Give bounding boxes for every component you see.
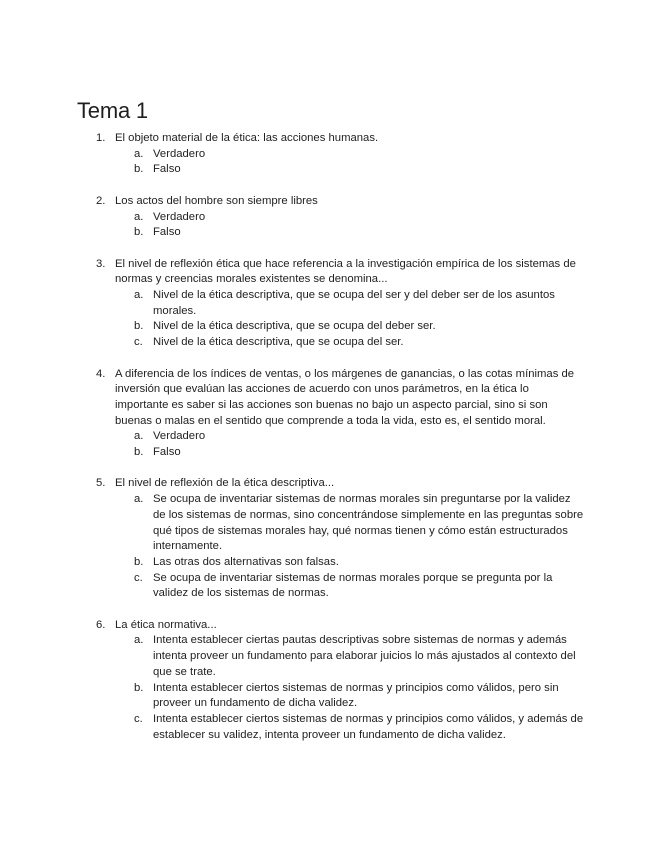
option-text: Se ocupa de inventariar sistemas de normas morales sin preguntarse por la validez de los sistemas de normas, sino concentrándose simplemente en las preguntas sobre qué tipos de sistemas morales hay, qué normas tienen y cómo están estructurados internamente. bbox=[153, 493, 584, 553]
option-text: Intenta establecer ciertas pautas descriptivas sobre sistemas de normas y además intenta proveer un fundamento para elaborar juicios lo más ajustados al contexto del que se trate. bbox=[153, 634, 576, 678]
option-text: Verdadero bbox=[153, 210, 206, 223]
option-a bbox=[115, 633, 585, 680]
option-letter: b. bbox=[134, 681, 144, 694]
option-letter: c. bbox=[134, 336, 143, 349]
option-text: Nivel de la ética descriptiva, que se ocupa del deber ser. bbox=[153, 320, 436, 333]
option-letter: b. bbox=[134, 446, 144, 459]
question-2 bbox=[0, 194, 655, 241]
option-text: Falso bbox=[153, 163, 181, 176]
option-a bbox=[115, 492, 585, 555]
option-a bbox=[115, 210, 585, 226]
question-number: 4. bbox=[96, 367, 106, 380]
option-b bbox=[115, 555, 585, 571]
question-number: 3. bbox=[96, 257, 106, 270]
option-a bbox=[115, 147, 585, 163]
option-text: Falso bbox=[153, 446, 181, 459]
option-list bbox=[115, 429, 585, 460]
question-text: El nivel de reflexión ética que hace referencia a la investigación empírica de los sistemas de normas y creencias morales existentes se denomina... bbox=[115, 257, 576, 286]
option-letter: a. bbox=[134, 634, 144, 647]
option-letter: b. bbox=[134, 555, 144, 568]
option-letter: a. bbox=[134, 493, 144, 506]
question-number: 2. bbox=[96, 194, 106, 207]
option-letter: c. bbox=[134, 712, 143, 725]
option-letter: b. bbox=[134, 163, 144, 176]
question-text: A diferencia de los índices de ventas, o los márgenes de ganancias, o las cotas mínimas de inversión que evalúan las acciones de acuerdo con unos parámetros, en la ética lo importante es saber si las acciones son buenas no bajo un aspecto parcial, sino si son buenas o malas en el sentido que comprende a toda la vida, esto es, el sentido moral. bbox=[115, 367, 575, 427]
option-list bbox=[115, 147, 585, 178]
option-c bbox=[115, 571, 585, 602]
option-letter: c. bbox=[134, 571, 143, 584]
option-b bbox=[115, 319, 585, 335]
option-text: Verdadero bbox=[153, 147, 206, 160]
question-4 bbox=[0, 367, 655, 461]
option-letter: a. bbox=[134, 210, 144, 223]
option-list bbox=[115, 288, 585, 351]
question-text: El nivel de reflexión de la ética descriptiva... bbox=[115, 477, 335, 490]
question-5 bbox=[0, 476, 655, 602]
option-letter: a. bbox=[134, 430, 144, 443]
question-3 bbox=[0, 257, 655, 351]
question-6 bbox=[0, 618, 655, 744]
question-text: La ética normativa... bbox=[115, 618, 217, 631]
option-letter: a. bbox=[134, 289, 144, 301]
option-c bbox=[115, 712, 585, 743]
option-list bbox=[115, 492, 585, 602]
option-list bbox=[115, 633, 585, 743]
option-a bbox=[115, 429, 585, 445]
option-text: Falso bbox=[153, 226, 181, 239]
option-b bbox=[115, 681, 585, 712]
option-text: Intenta establecer ciertos sistemas de normas y principios como válidos, pero sin proveer un fundamento de dicha validez. bbox=[153, 681, 559, 710]
question-1 bbox=[0, 131, 655, 178]
question-number: 6. bbox=[96, 618, 106, 631]
option-letter: b. bbox=[134, 226, 144, 239]
option-b bbox=[115, 445, 585, 461]
option-text: Se ocupa de inventariar sistemas de normas morales porque se pregunta por la validez de los sistemas de normas. bbox=[153, 571, 553, 600]
question-number: 5. bbox=[96, 477, 106, 490]
option-text: Verdadero bbox=[153, 430, 206, 443]
question-number: 1. bbox=[96, 132, 106, 144]
option-c bbox=[115, 335, 585, 351]
page-title: Tema 1 bbox=[77, 98, 148, 123]
option-b bbox=[115, 225, 585, 241]
option-text: Nivel de la ética descriptiva, que se ocupa del ser y del deber ser de los asuntos morales. bbox=[153, 289, 555, 317]
option-text: Intenta establecer ciertos sistemas de normas y principios como válidos, y además de establecer su validez, intenta proveer un fundamento de dicha validez. bbox=[153, 712, 584, 741]
question-text: El objeto material de la ética: las acciones humanas. bbox=[115, 132, 379, 144]
option-a bbox=[115, 288, 585, 319]
option-text: Las otras dos alternativas son falsas. bbox=[153, 555, 339, 568]
question-list bbox=[0, 131, 655, 759]
option-text: Nivel de la ética descriptiva, que se ocupa del ser. bbox=[153, 336, 404, 349]
option-list bbox=[115, 210, 585, 241]
option-letter: b. bbox=[134, 320, 144, 333]
option-letter: a. bbox=[134, 147, 144, 160]
question-text: Los actos del hombre son siempre libres bbox=[115, 194, 318, 207]
option-b bbox=[115, 162, 585, 178]
